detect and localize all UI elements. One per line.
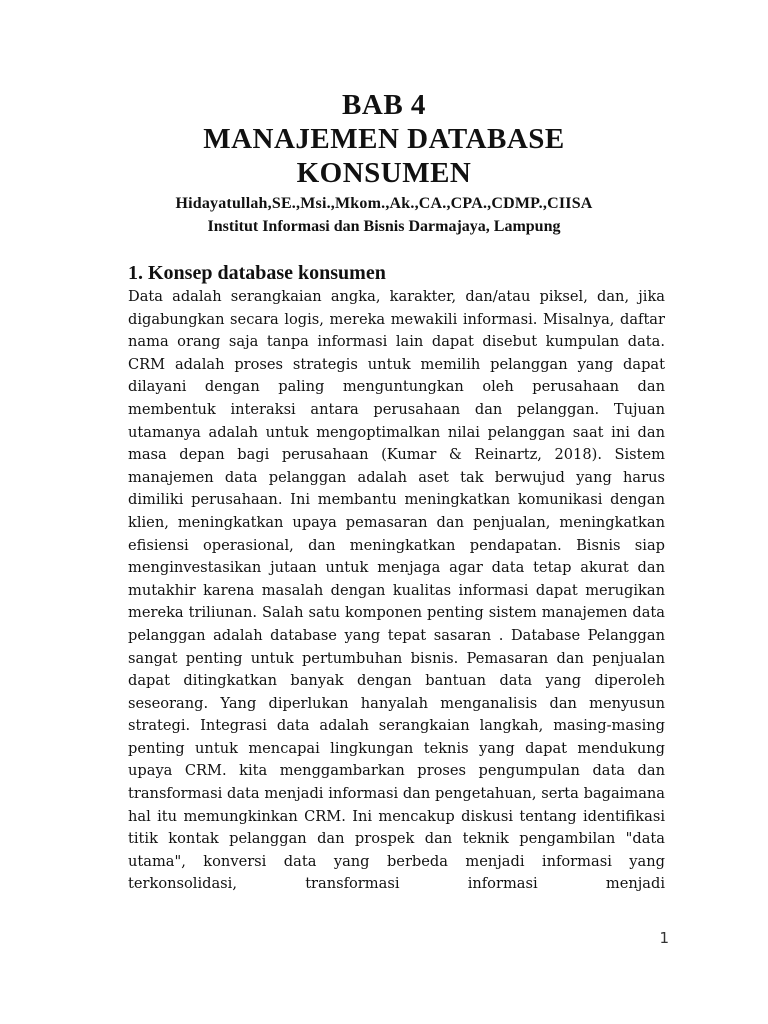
page-number: 1 xyxy=(659,929,669,947)
author-line: Hidayatullah,SE.,Msi.,Mkom.,Ak.,CA.,CPA.,CDMP.,CIISA xyxy=(175,195,593,212)
title-block xyxy=(0,88,768,190)
section-heading: 1. Konsep database konsumen xyxy=(128,262,386,284)
affiliation-line: Institut Informasi dan Bisnis Darmajaya, Lampung xyxy=(207,218,561,235)
chapter-label: BAB 4 xyxy=(342,89,426,121)
chapter-title: MANAJEMEN DATABASE KONSUMEN xyxy=(203,123,565,189)
body-paragraph: Data adalah serangkaian angka, karakter, dan/atau piksel, dan, jika digabungkan secara logis, mereka mewakili informasi. Misalnya, daftar nama orang saja tanpa informasi lain dapat disebut kumpulan data. CRM adalah proses strategis untuk memilih pelanggan yang dapat dilayani dengan paling menguntungkan oleh perusahaan dan membentuk interaksi antara perusahaan dan pelanggan. Tujuan utamanya adalah untuk mengoptimalkan nilai pelanggan saat ini dan masa depan bagi perusahaan (Kumar & Reinartz, 2018). Sistem manajemen data pelanggan adalah aset tak berwujud yang harus dimiliki perusahaan. Ini membantu meningkatkan komunikasi dengan klien, meningkatkan upaya pemasaran dan penjualan, meningkatkan efisiensi operasional, dan meningkatkan pendapatan. Bisnis siap menginvestasikan jutaan untuk menjaga agar data tetap akurat dan mutakhir karena masalah dengan kualitas informasi dapat merugikan mereka triliunan. Salah satu komponen penting sistem manajemen data pelanggan adalah database yang tepat sasaran . Database Pelanggan sangat penting untuk pertumbuhan bisnis. Pemasaran dan penjualan dapat ditingkatkan banyak dengan bantuan data yang diperoleh seseorang. Yang diperlukan hanyalah menganalisis dan menyusun strategi. Integrasi data adalah serangkaian langkah, masing-masing penting untuk mencapai lingkungan teknis yang dapat mendukung upaya CRM. kita menggambarkan proses pengumpulan data dan transformasi data menjadi informasi dan pengetahuan, serta bagaimana hal itu memungkinkan CRM. Ini mencakup diskusi tentang identifikasi titik kontak pelanggan dan prospek dan teknik pengambilan "data utama", konversi data yang berbeda menjadi informasi yang terkonsolidasi, transformasi informasi menjadi xyxy=(128,288,665,893)
